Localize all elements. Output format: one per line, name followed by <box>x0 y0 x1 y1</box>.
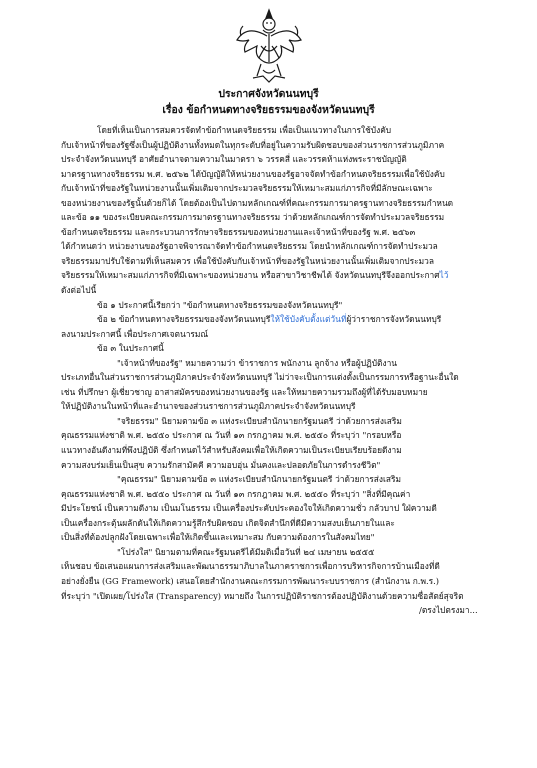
body-line: ที่ระบุว่า "เปิดเผย/โปร่งใส (Transparency) หมายถึง ในการปฏิบัติราชการต้องปฏิบัติงานด้วยความซื่อสัตย์สุจริต <box>61 590 464 601</box>
body-line: จริยธรรมมาปรับใช้ตามที่เห็นสมควร เพื่อใช้บังคับกับเจ้าหน้าที่ของรัฐในหน่วยงานนั้นเพิ่มเติมจากประมวล <box>61 255 434 266</box>
document-body <box>61 123 497 618</box>
body-line: เช่น ที่ปรึกษา ผู้เชี่ยวชาญ อาสาสมัครของหน่วยงานของรัฐ และให้หมายความรวมถึงผู้ที่ได้รับมอบหมาย <box>61 386 428 397</box>
body-line: และข้อ ๑๑ ของระเบียบคณะกรรมการมาตรฐานทางจริยธรรม ว่าด้วยหลักเกณฑ์การจัดทำประมวลจริยธรรม <box>61 212 445 223</box>
garuda-emblem-icon <box>233 6 305 86</box>
body-line: /ตรงไปตรงมา... <box>419 605 478 616</box>
body-line: "โปร่งใส" นิยามตามที่คณะรัฐมนตรีได้มีมติเมื่อวันที่ ๒๔ เมษายน ๒๕๕๕ <box>117 546 375 557</box>
document-subtitle: เรื่อง ข้อกำหนดทางจริยธรรมของจังหวัดนนทบุรี <box>162 104 375 116</box>
body-line: "จริยธรรม" นิยามตามข้อ ๓ แห่งระเบียบสำนักนายกรัฐมนตรี ว่าด้วยการส่งเสริม <box>117 415 402 426</box>
body-line: จริยธรรมให้เหมาะสมแก่ภารกิจที่มีเฉพาะของหน่วยงาน หรือสาขาวิชาชีพได้ จังหวัดนนทบุรีจึงออกประกาศไว้ <box>61 270 449 281</box>
document-title: ประกาศจังหวัดนนทบุรี <box>218 88 319 100</box>
body-line: ความสงบร่มเย็นเป็นสุข ความรักสามัคคี ความอบอุ่น มั่นคงและปลอดภัยในการดำรงชีวิต" <box>61 459 381 470</box>
body-line: เห็นชอบ ข้อเสนอแผนการส่งเสริมและพัฒนาธรรมาภิบาลในภาคราชการเพื่อการบริหารกิจการบ้านเมืองที่ดี <box>61 561 440 572</box>
body-line: โดยที่เห็นเป็นการสมควรจัดทำข้อกำหนดจริยธรรม เพื่อเป็นแนวทางในการใช้บังคับ <box>97 125 392 135</box>
body-line: ประเภทอื่นในส่วนราชการส่วนภูมิภาคประจำจังหวัดนนทบุรี ไม่ว่าจะเป็นการแต่งตั้งเป็นกรรมการหรือฐานะอื่นใด <box>61 372 459 383</box>
body-line: กับเจ้าหน้าที่ของรัฐในหน่วยงานนั้นเพิ่มเติมจากประมวลจริยธรรมให้เหมาะสมแก่ภารกิจที่มีลักษณะเฉพาะ <box>61 183 433 194</box>
body-line: คุณธรรมแห่งชาติ พ.ศ. ๒๕๕๐ ประกาศ ณ วันที่ ๑๓ กรกฎาคม พ.ศ. ๒๕๕๐ ที่ระบุว่า "สิ่งที่มีคุณค่า <box>61 488 411 499</box>
body-line: แนวทางอันดีงามที่พึงปฏิบัติ ซึ่งกำหนดไว้สำหรับสังคมเพื่อให้เกิดความเป็นระเบียบเรียบร้อยดีงาม <box>61 445 402 456</box>
body-line: ข้อกำหนดจริยธรรม และกระบวนการรักษาจริยธรรมของหน่วยงานและเจ้าหน้าที่ของรัฐ พ.ศ. ๒๕๖๓ <box>61 226 416 237</box>
body-line: ได้กำหนดว่า หน่วยงานของรัฐอาจพิจารณาจัดทำข้อกำหนดจริยธรรม โดยนำหลักเกณฑ์การจัดทำประมวล <box>61 241 438 252</box>
body-line: ดังต่อไปนี้ <box>61 285 97 296</box>
body-line: ข้อ ๓ ในประกาศนี้ <box>97 343 164 354</box>
body-line: ข้อ ๑ ประกาศนี้เรียกว่า "ข้อกำหนดทางจริยธรรมของจังหวัดนนทบุรี" <box>97 299 343 310</box>
body-line: อย่างยั่งยืน (GG Framework) เสนอโดยสำนักงานคณะกรรมการพัฒนาระบบราชการ (สำนักงาน ก.พ.ร.) <box>61 575 440 586</box>
highlighted-text: ให้ใช้บังคับตั้งแต่วันที่ <box>270 314 347 325</box>
body-line: ข้อ ๒ ข้อกำหนดทางจริยธรรมของจังหวัดนนทบุรีให้ใช้บังคับตั้งแต่วันที่ผู้ว่าราชการจังหวัดนนทบุรี <box>97 314 442 325</box>
body-line: ให้ปฏิบัติงานในหน้าที่และอำนาจของส่วนราชการส่วนภูมิภาคประจำจังหวัดนนทบุรี <box>61 401 356 412</box>
body-line: "คุณธรรม" นิยามตามข้อ ๓ แห่งระเบียบสำนักนายกรัฐมนตรี ว่าด้วยการส่งเสริม <box>117 474 401 485</box>
body-line: เป็นเครื่องกระตุ้นผลักดันให้เกิดความรู้สึกรับผิดชอบ เกิดจิตสำนึกที่ดีมีความสงบเย็นภายในและ <box>61 517 395 528</box>
body-line: กับเจ้าหน้าที่ของรัฐซึ่งเป็นผู้ปฏิบัติงานทั้งหมดในทุกระดับที่อยู่ในความรับผิดชอบของส่วนราชการส่วนภูมิภาค <box>61 139 445 150</box>
body-line: ของหน่วยงานของรัฐนั้นด้วยก็ได้ โดยต้องเป็นไปตามหลักเกณฑ์ที่คณะกรรมการมาตรฐานทางจริยธรรมกำหนด <box>61 197 454 208</box>
body-line: คุณธรรมแห่งชาติ พ.ศ. ๒๕๕๐ ประกาศ ณ วันที่ ๑๓ กรกฎาคม พ.ศ. ๒๕๕๐ ที่ระบุว่า "กรอบหรือ <box>61 430 402 441</box>
body-line: มาตรฐานทางจริยธรรม พ.ศ. ๒๕๖๒ ได้บัญญัติให้หน่วยงานของรัฐอาจจัดทำข้อกำหนดจริยธรรมเพื่อใช้บังคับ <box>61 168 445 179</box>
body-line: เป็นสิ่งที่ต้องปลูกฝังโดยเฉพาะเพื่อให้เกิดขึ้นและเหมาะสม กับความต้องการในสังคมไทย" <box>61 532 375 543</box>
body-line: มีประโยชน์ เป็นความดีงาม เป็นมโนธรรม เป็นเครื่องประคับประคองใจให้เกิดความชั่ว กลัวบาป ใฝ่ความดี <box>61 503 437 514</box>
body-line: ลงนามประกาศนี้ เพื่อประกาศเจตนารมณ์ <box>61 328 209 339</box>
body-line: "เจ้าหน้าที่ของรัฐ" หมายความว่า ข้าราชการ พนักงาน ลูกจ้าง หรือผู้ปฏิบัติงาน <box>117 357 397 368</box>
body-line: ประจำจังหวัดนนทบุรี อาศัยอำนาจตามความในมาตรา ๖ วรรคสี่ และวรรคห้าแห่งพระราชบัญญัติ <box>61 154 407 165</box>
highlighted-text: ไว้ <box>439 270 449 281</box>
